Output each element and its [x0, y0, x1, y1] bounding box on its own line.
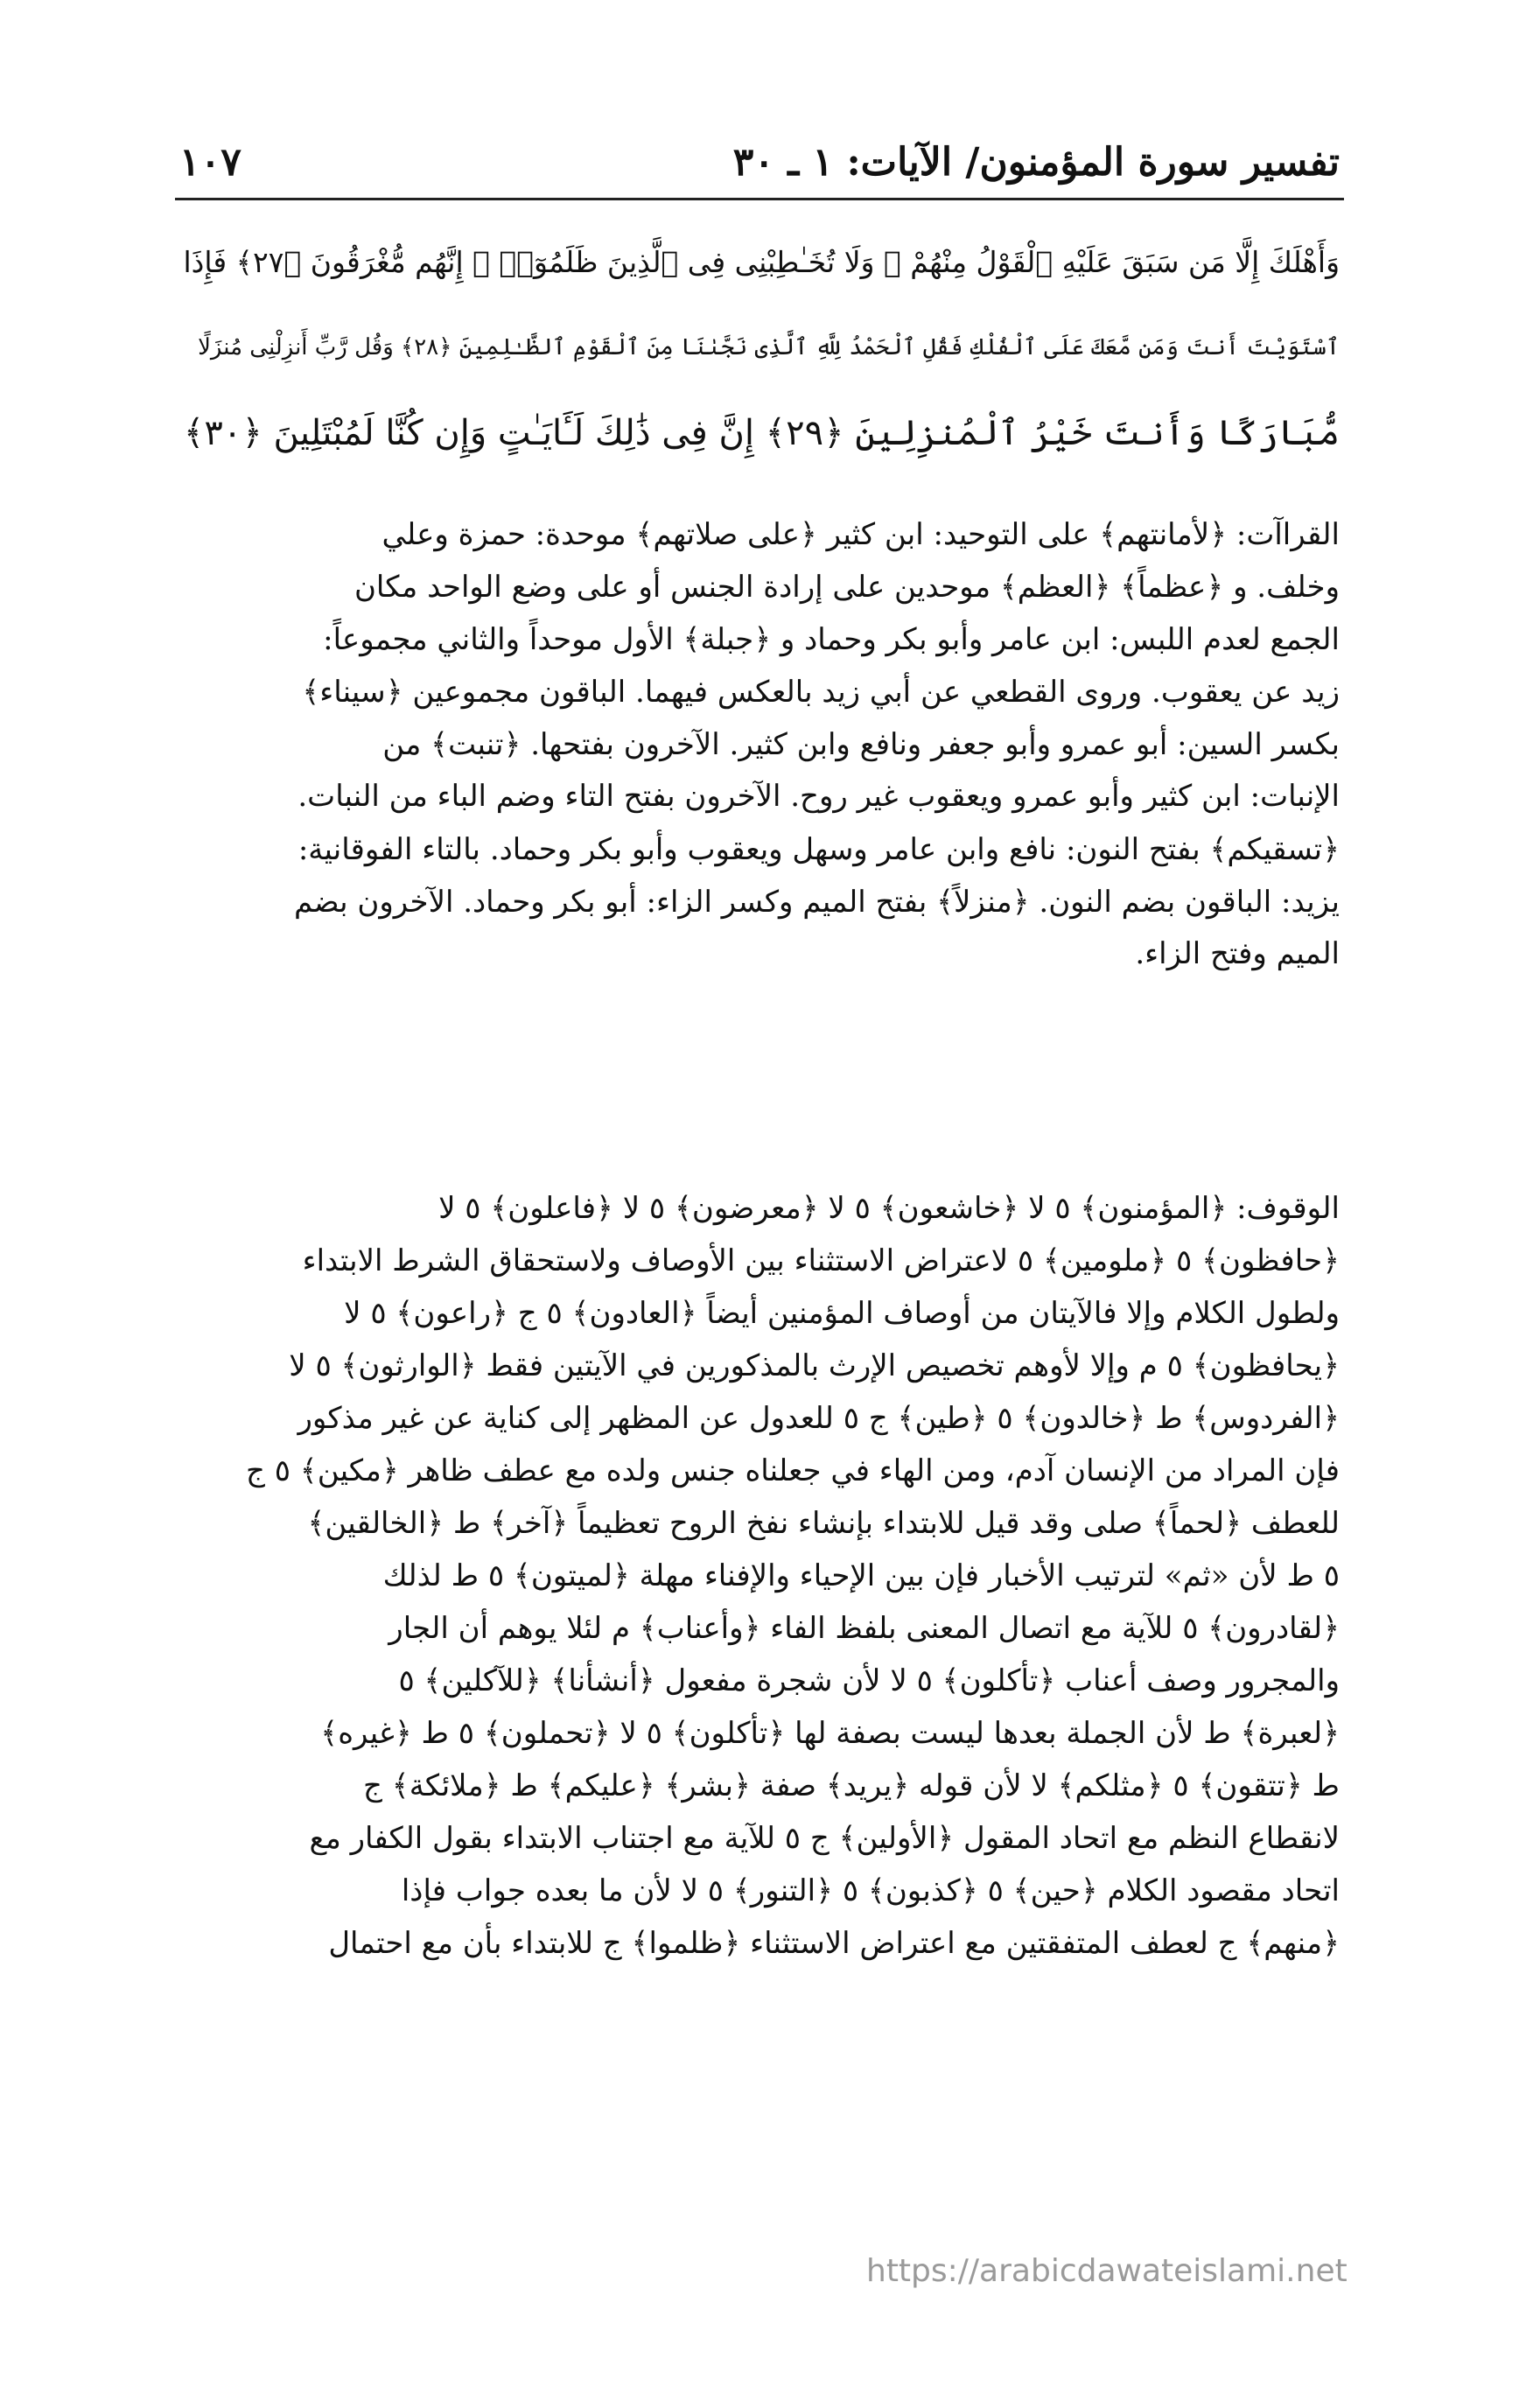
- page-number: ١٠٧: [179, 139, 242, 185]
- text-line-content: لانقطاع النظم مع اتحاد المقول ﴿الأولين﴾ ج ٥ للآية مع اجتناب الابتداء بقول الكفار مع: [309, 1820, 1340, 1856]
- text-line: [179, 1706, 1340, 1759]
- text-line-content: ﴿لقادرون﴾ ٥ للآية مع اتصال المعنى بلفظ الفاء ﴿وأعناب﴾ م لئلا يوهم أن الجار: [388, 1610, 1340, 1646]
- text-line: [179, 1654, 1340, 1706]
- watermark-url[interactable]: https://arabicdawateislami.net: [866, 2253, 1348, 2289]
- pauses-section: [179, 1181, 1340, 1969]
- text-line: [179, 1549, 1340, 1601]
- text-line-content: ط ﴿تتقون﴾ ٥ ﴿مثلكم﴾ لا لأن قوله ﴿يريد﴾ صفة ﴿بشر﴾ ﴿عليكم﴾ ط ﴿ملائكة﴾ ج: [363, 1768, 1340, 1803]
- text-line: [179, 875, 1340, 928]
- text-line-content: القراآت: ﴿لأمانتهم﴾ على التوحيد: ابن كثير ﴿على صلاتهم﴾ موحدة: حمزة وعلي: [382, 516, 1340, 552]
- text-line-content: ٥ ط لأن «ثم» لترتيب الأخبار فإن بين الإحياء والإفناء مهلة ﴿لميتون﴾ ٥ ط لذلك: [382, 1558, 1340, 1593]
- text-line-content: ﴿تسقيكم﴾ بفتح النون: نافع وابن عامر وسهل ويعقوب وأبو بكر وحماد. بالتاء الفوقانية:: [298, 831, 1340, 867]
- text-line: [179, 1444, 1340, 1496]
- text-line-content: ﴿حافظون﴾ ٥ ﴿ملومين﴾ ٥ لاعتراض الاستثناء بين الأوصاف ولاستحقاق الشرط الابتداء: [302, 1242, 1340, 1278]
- text-line: [179, 612, 1340, 665]
- text-line: [179, 822, 1340, 875]
- text-line-content: الإنبات: ابن كثير وأبو عمرو ويعقوب غير روح. الآخرون بفتح التاء وضم الباء من النبات.: [298, 779, 1340, 814]
- text-line: [179, 1759, 1340, 1811]
- page-header: [179, 131, 1340, 192]
- text-line: [179, 1601, 1340, 1654]
- readings-section: [179, 508, 1340, 980]
- text-line: [179, 1496, 1340, 1549]
- text-line-content: فإن المراد من الإنسان آدم، ومن الهاء في جعلناه جنس ولده مع عطف ظاهر ﴿مكين﴾ ٥ ج: [245, 1452, 1340, 1488]
- text-line: [179, 1339, 1340, 1391]
- quran-line-text: ٱسْتَوَيْتَ أَنتَ وَمَن مَّعَكَ عَلَى ٱلْفُلْكِ فَقُلِ ٱلْحَمْدُ لِلَّهِ ٱلَّذِى نَجَّىٰنَا مِنَ ٱلْقَوْمِ ٱلظَّـٰلِمِينَ ﴿٢٨﴾ وَقُل رَّبِّ أَنزِلْنِى مُنزَلًا: [198, 334, 1340, 360]
- quran-line: [179, 390, 1340, 476]
- text-line-content: ﴿يحافظون﴾ ٥ م وإلا لأوهم تخصيص الإرث بالمذكورين في الآيتين فقط ﴿الوارثون﴾ ٥ لا: [289, 1348, 1340, 1383]
- text-line-content: والمجرور وصف أعناب ﴿تأكلون﴾ ٥ لا لأن شجرة مفعول ﴿أنشأنا﴾ ﴿للآكلين﴾ ٥: [398, 1662, 1340, 1698]
- text-line-content: ﴿الفردوس﴾ ط ﴿خالدون﴾ ٥ ﴿طين﴾ ج ٥ للعدول عن المظهر إلى كناية عن غير مذكور: [298, 1400, 1340, 1436]
- text-line: [179, 1864, 1340, 1916]
- text-line-content: اتحاد مقصود الكلام ﴿حين﴾ ٥ ﴿كذبون﴾ ٥ ﴿التنور﴾ ٥ لا لأن ما بعده جواب فإذا: [401, 1872, 1340, 1908]
- text-line-content: الميم وفتح الزاء.: [1135, 936, 1340, 971]
- text-line: [179, 1234, 1340, 1286]
- text-line: [179, 718, 1340, 770]
- text-line: [179, 770, 1340, 822]
- text-line-content: يزيد: الباقون بضم النون. ﴿منزلاً﴾ بفتح الميم وكسر الزاء: أبو بكر وحماد. الآخرون بضم: [294, 884, 1340, 920]
- quran-line-text: مُّبَارَكًا وَأَنتَ خَيْرُ ٱلْمُنزِلِينَ ﴿٢٩﴾ إِنَّ فِى ذَٰلِكَ لَـَٔايَـٰتٍ وَإِن كُنَّا لَمُبْتَلِينَ ﴿٣٠﴾: [183, 413, 1340, 453]
- text-line: [179, 928, 1340, 980]
- quran-line: [179, 304, 1340, 390]
- text-line-content: الوقوف: ﴿المؤمنون﴾ ٥ لا ﴿خاشعون﴾ ٥ لا ﴿معرضون﴾ ٥ لا ﴿فاعلون﴾ ٥ لا: [438, 1190, 1340, 1226]
- header-rule: [175, 198, 1344, 200]
- text-line-content: ﴿لعبرة﴾ ط لأن الجملة بعدها ليست بصفة لها ﴿تأكلون﴾ ٥ لا ﴿تحملون﴾ ٥ ط ﴿غيره﴾: [320, 1715, 1340, 1751]
- text-line-content: وخلف. و ﴿عظماً﴾ ﴿العظم﴾ موحدين على إرادة الجنس أو على وضع الواحد مكان: [354, 569, 1340, 605]
- text-line: [179, 560, 1340, 612]
- text-line: [179, 1811, 1340, 1864]
- text-line: [179, 1916, 1340, 1969]
- text-line-content: زيد عن يعقوب. وروى القطعي عن أبي زيد بالعكس فيهما. الباقون مجموعين ﴿سيناء﴾: [302, 674, 1340, 710]
- quran-line: [179, 219, 1340, 304]
- text-line: [179, 1181, 1340, 1234]
- text-line: [179, 665, 1340, 718]
- text-line-content: ﴿منهم﴾ ج لعطف المتفقتين مع اعتراض الاستثناء ﴿ظلموا﴾ ج للابتداء بأن مع احتمال: [328, 1925, 1340, 1961]
- text-line-content: الجمع لعدم اللبس: ابن عامر وأبو بكر وحماد و ﴿جبلة﴾ الأول موحداً والثاني مجموعاً:: [323, 621, 1340, 657]
- quran-line-text: وَأَهْلَكَ إِلَّا مَن سَبَقَ عَلَيْهِ ٱلْقَوْلُ مِنْهُمْ ۖ وَلَا تُخَـٰطِبْنِى فِى ٱلَّذِينَ ظَلَمُوٓا۟ ۖ إِنَّهُم مُّغْرَقُونَ ﴿٢٧﴾ فَإِذَا: [183, 244, 1340, 279]
- running-title: تفسير سورة المؤمنون/ الآيات: ١ ـ ٣٠: [732, 139, 1340, 185]
- text-line-content: بكسر السين: أبو عمرو وأبو جعفر ونافع وابن كثير. الآخرون بفتحها. ﴿تنبت﴾ من: [382, 726, 1340, 762]
- quran-verses: [179, 219, 1340, 476]
- text-line: [179, 1391, 1340, 1444]
- text-line-content: للعطف ﴿لحماً﴾ صلى وقد قيل للابتداء بإنشاء نفخ الروح تعظيماً ﴿آخر﴾ ط ﴿الخالقين﴾: [307, 1505, 1340, 1541]
- text-line: [179, 1286, 1340, 1339]
- text-line-content: ولطول الكلام وإلا فالآيتان من أوصاف المؤمنين أيضاً ﴿العادون﴾ ٥ ج ﴿راعون﴾ ٥ لا: [344, 1295, 1340, 1331]
- text-line: [179, 508, 1340, 560]
